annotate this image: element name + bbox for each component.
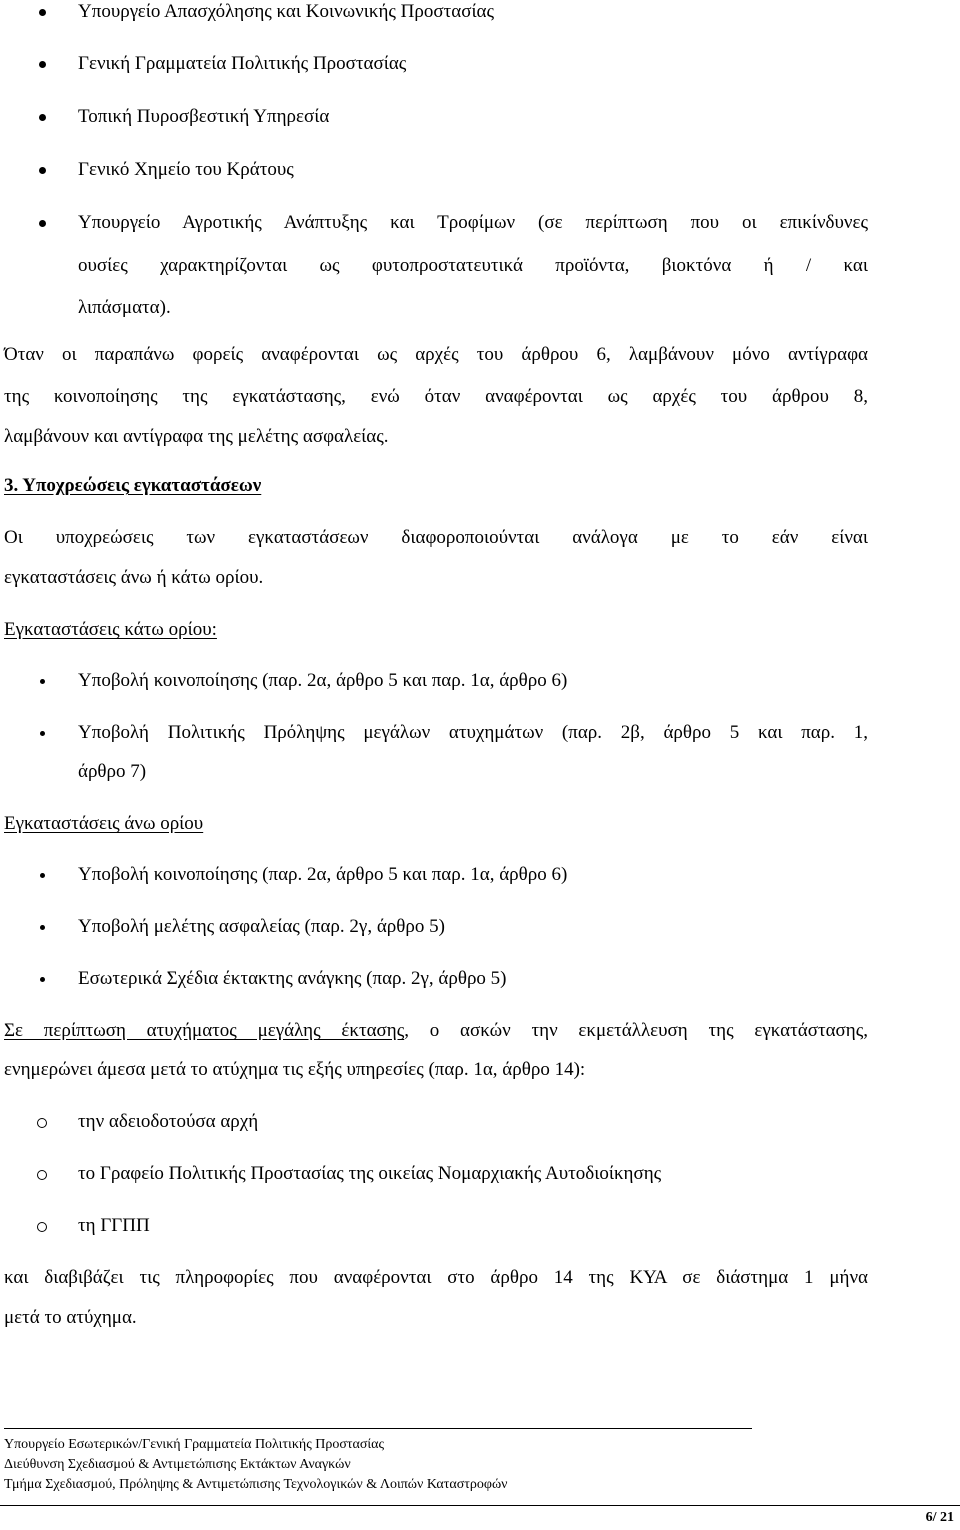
footer-divider xyxy=(4,1428,752,1429)
paragraph-line: μετά το ατύχημα. xyxy=(4,1307,137,1328)
list-item-continuation: λιπάσματα). xyxy=(78,297,171,318)
accident-paragraph-line xyxy=(4,1019,868,1043)
bullet-icon xyxy=(37,0,47,24)
list-item: Γενική Γραμματεία Πολιτικής Προστασίας xyxy=(78,53,407,74)
list-item: Υπουργείο Απασχόλησης και Κοινωνικής Προστασίας xyxy=(78,1,495,22)
list-item: Εσωτερικά Σχέδια έκτακτης ανάγκης (παρ. 2γ, άρθρο 5) xyxy=(78,968,507,989)
list-item: Τοπική Πυροσβεστική Υπηρεσία xyxy=(78,106,330,127)
circle-bullet-icon xyxy=(37,1214,47,1238)
circle-bullet-icon xyxy=(37,1162,47,1186)
list-item: τη ΓΓΠΠ xyxy=(78,1215,150,1236)
list-item-continuation: άρθρο 7) xyxy=(78,761,147,782)
accident-paragraph-line: ενημερώνει άμεσα μετά το ατύχημα τις εξής υπηρεσίες (παρ. 1α, άρθρο 14): xyxy=(4,1059,586,1080)
bullet-icon xyxy=(37,669,47,693)
list-item: την αδειοδοτούσα αρχή xyxy=(78,1111,259,1132)
paragraph-line: της κοινοποίησης της εγκατάστασης, ενώ όταν αναφέρονται ως αρχές του άρθρου 8, xyxy=(4,386,868,407)
subheading-above-threshold: Εγκαταστάσεις άνω ορίου xyxy=(4,813,204,834)
footer-line: Τμήμα Σχεδιασμού, Πρόληψης & Αντιμετώπισης Τεχνολογικών & Λοιπών Καταστροφών xyxy=(4,1477,508,1492)
paragraph-line: Όταν οι παραπάνω φορείς αναφέρονται ως αρχές του άρθρου 6, λαμβάνουν μόνο αντίγραφα xyxy=(4,344,868,365)
paragraph-line: εγκαταστάσεις άνω ή κάτω ορίου. xyxy=(4,567,264,588)
bullet-icon xyxy=(37,863,47,887)
list-item: Υποβολή μελέτης ασφαλείας (παρ. 2γ, άρθρο 5) xyxy=(78,916,445,937)
accident-emphasis: Σε περίπτωση ατυχήματος μεγάλης έκτασης xyxy=(4,1020,405,1041)
paragraph-line: λαμβάνουν και αντίγραφα της μελέτης ασφαλείας. xyxy=(4,426,389,447)
bullet-icon xyxy=(37,211,47,235)
bullet-icon xyxy=(37,158,47,182)
paragraph-line: Οι υποχρεώσεις των εγκαταστάσεων διαφοροποιούνται ανάλογα με το εάν είναι xyxy=(4,527,868,548)
list-item-continuation: ουσίες χαρακτηρίζονται ως φυτοπροστατευτικά προϊόντα, βιοκτόνα ή / και xyxy=(78,255,868,276)
bullet-icon xyxy=(37,105,47,129)
page-divider xyxy=(0,1505,960,1506)
circle-bullet-icon xyxy=(37,1110,47,1134)
bullet-icon xyxy=(37,721,47,745)
subheading-below-threshold: Εγκαταστάσεις κάτω ορίου: xyxy=(4,619,217,640)
list-item: Υποβολή κοινοποίησης (παρ. 2α, άρθρο 5 και παρ. 1α, άρθρο 6) xyxy=(78,670,568,691)
list-item: Υποβολή κοινοποίησης (παρ. 2α, άρθρο 5 και παρ. 1α, άρθρο 6) xyxy=(78,864,568,885)
list-item: Υποβολή Πολιτικής Πρόληψης μεγάλων ατυχημάτων (παρ. 2β, άρθρο 5 και παρ. 1, xyxy=(78,722,868,743)
list-item: Υπουργείο Αγροτικής Ανάπτυξης και Τροφίμων (σε περίπτωση που οι επικίνδυνες xyxy=(78,212,868,233)
footer-line: Υπουργείο Εσωτερικών/Γενική Γραμματεία Πολιτικής Προστασίας xyxy=(4,1437,385,1452)
list-item: Γενικό Χημείο του Κράτους xyxy=(78,159,294,180)
list-item: το Γραφείο Πολιτικής Προστασίας της οικείας Νομαρχιακής Αυτοδιοίκησης xyxy=(78,1163,662,1184)
section-heading: 3. Υποχρεώσεις εγκαταστάσεων xyxy=(4,475,262,496)
bullet-icon xyxy=(37,915,47,939)
page-number: 6/ 21 xyxy=(925,1510,954,1525)
paragraph-line: και διαβιβάζει τις πληροφορίες που αναφέρονται στο άρθρο 14 της ΚΥΑ σε διάστημα 1 μήνα xyxy=(4,1267,868,1288)
accident-rest: , ο ασκών την εκμετάλλευση της εγκατάστασης, xyxy=(404,1020,868,1041)
bullet-icon xyxy=(37,52,47,76)
bullet-icon xyxy=(37,967,47,991)
footer-line: Διεύθυνση Σχεδιασμού & Αντιμετώπισης Εκτάκτων Αναγκών xyxy=(4,1457,351,1472)
